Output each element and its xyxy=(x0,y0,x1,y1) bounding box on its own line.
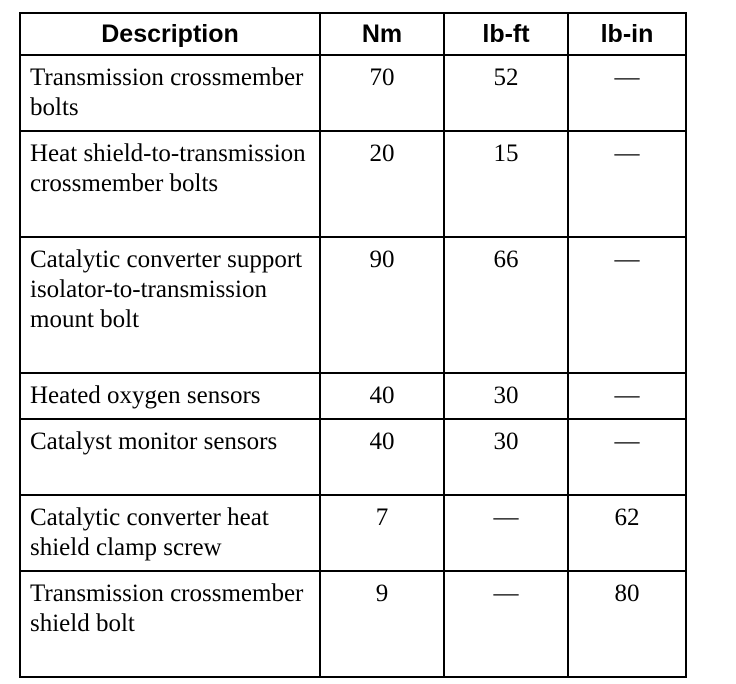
nm-cell: 70 xyxy=(320,55,444,131)
nm-cell: 40 xyxy=(320,373,444,419)
lb-ft-cell: — xyxy=(444,495,568,571)
nm-cell: 9 xyxy=(320,571,444,677)
table-row xyxy=(20,55,686,131)
table-row xyxy=(20,419,686,495)
nm-cell: 90 xyxy=(320,237,444,373)
nm-cell: 20 xyxy=(320,131,444,237)
header-lb-in: lb-in xyxy=(568,13,686,55)
description-cell: Catalytic converter support isolator-to-transmission mount bolt xyxy=(20,237,320,373)
lb-ft-cell: 66 xyxy=(444,237,568,373)
nm-cell: 40 xyxy=(320,419,444,495)
lb-ft-cell: 52 xyxy=(444,55,568,131)
lb-in-cell: 62 xyxy=(568,495,686,571)
header-nm: Nm xyxy=(320,13,444,55)
description-cell: Catalytic converter heat shield clamp screw xyxy=(20,495,320,571)
table-row xyxy=(20,373,686,419)
lb-in-cell: — xyxy=(568,373,686,419)
torque-specification-table xyxy=(19,12,687,678)
description-cell: Transmission crossmember shield bolt xyxy=(20,571,320,677)
table-row xyxy=(20,237,686,373)
description-cell: Heat shield-to-transmission crossmember bolts xyxy=(20,131,320,237)
lb-in-cell: 80 xyxy=(568,571,686,677)
lb-in-cell: — xyxy=(568,419,686,495)
header-lb-ft: lb-ft xyxy=(444,13,568,55)
lb-ft-cell: 30 xyxy=(444,419,568,495)
lb-ft-cell: 30 xyxy=(444,373,568,419)
header-row xyxy=(20,13,686,55)
lb-in-cell: — xyxy=(568,55,686,131)
table-row xyxy=(20,571,686,677)
nm-cell: 7 xyxy=(320,495,444,571)
header-description: Description xyxy=(20,13,320,55)
lb-ft-cell: 15 xyxy=(444,131,568,237)
description-cell: Heated oxygen sensors xyxy=(20,373,320,419)
description-cell: Transmission crossmember bolts xyxy=(20,55,320,131)
table-row xyxy=(20,131,686,237)
lb-in-cell: — xyxy=(568,131,686,237)
description-cell: Catalyst monitor sensors xyxy=(20,419,320,495)
lb-ft-cell: — xyxy=(444,571,568,677)
lb-in-cell: — xyxy=(568,237,686,373)
table-row xyxy=(20,495,686,571)
